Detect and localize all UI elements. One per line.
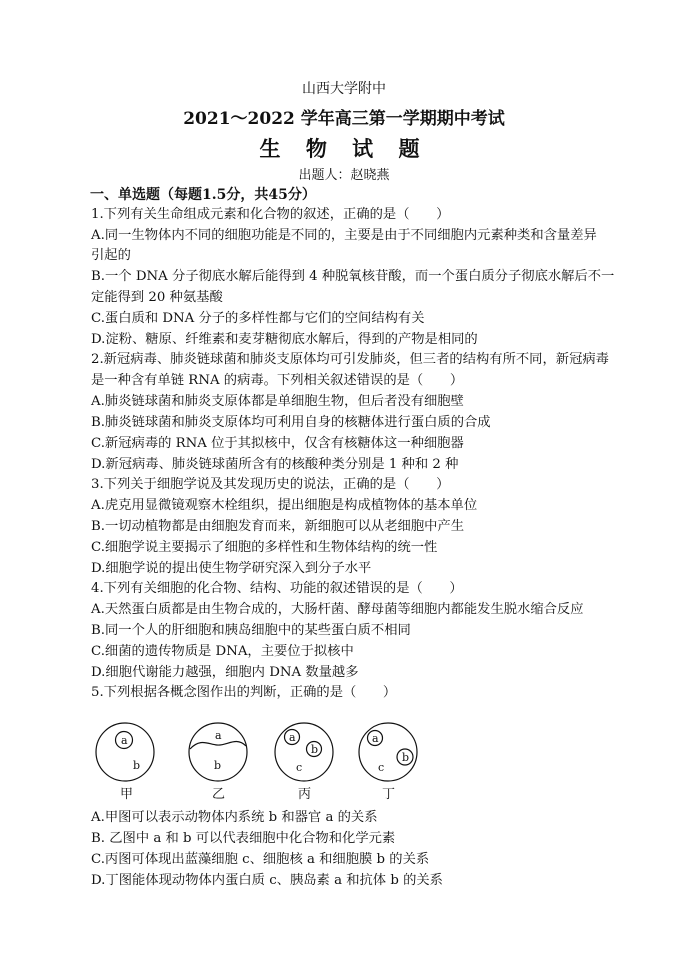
bing-outer-circle [275,723,333,781]
bing-label-c: c [296,761,303,774]
question-line: C.蛋白质和 DNA 分子的多样性都与它们的空间结构有关 [91,311,425,326]
question-line: D.细胞代谢能力越强，细胞内 DNA 数量越多 [91,665,359,680]
question-line: C.细胞学说主要揭示了细胞的多样性和生物体结构的统一性 [91,540,438,555]
question-line: B.肺炎链球菌和肺炎支原体均可利用自身的核糖体进行蛋白质的合成 [91,415,491,430]
question-line: 3.下列关于细胞学说及其发现历史的说法，正确的是（ ） [91,477,450,492]
ding-label-a: a [372,732,379,745]
ding-caption: 丁 [382,787,396,802]
question-line: D.淀粉、糖原、纤维素和麦芽糖彻底水解后，得到的产物是相同的 [91,332,478,347]
ding-label-b: b [402,751,410,764]
section-heading: 一、单选题（每题1.5分，共45分） [90,187,316,203]
question-line: 是一种含有单链 RNA 的病毒。下列相关叙述错误的是（ ） [91,373,464,388]
ding-label-c: c [378,761,385,774]
question-line: C.新冠病毒的 RNA 位于其拟核中，仅含有核糖体这一种细胞器 [91,436,464,451]
school-name: 山西大学附中 [302,81,386,97]
question-line: 定能得到 20 种氨基酸 [91,290,223,305]
jia-label-a: a [121,734,128,747]
concept-diagrams [90,716,430,814]
question-line: B.同一个人的肝细胞和胰岛细胞中的某些蛋白质不相同 [91,623,411,638]
question-line: A.虎克用显微镜观察木栓组织，提出细胞是构成植物体的基本单位 [91,498,478,513]
jia-caption: 甲 [120,787,134,802]
question-line: 2.新冠病毒、肺炎链球菌和肺炎支原体均可引发肺炎，但三者的结构有所不同，新冠病毒 [91,352,609,367]
question-line: D.细胞学说的提出使生物学研究深入到分子水平 [91,561,372,576]
yi-caption: 乙 [212,787,226,802]
yi-label-a: a [215,729,222,742]
author-line: 出题人：赵晓燕 [298,168,390,183]
question-line: 引起的 [91,248,131,263]
subject-title: 生 物 试 题 [259,136,429,161]
question-line: C.细菌的遗传物质是 DNA，主要位于拟核中 [91,644,354,659]
bing-caption: 丙 [298,787,312,802]
question-line: A.同一生物体内不同的细胞功能是不同的，主要是由于不同细胞内元素种类和含量差异 [91,228,597,243]
question-line: 5.下列根据各概念图作出的判断，正确的是（ ） [91,685,397,700]
question-line: A.天然蛋白质都是由生物合成的，大肠杆菌、酵母菌等细胞内都能发生脱水缩合反应 [91,602,584,617]
option-line: D.丁图能体现动物体内蛋白质 c、胰岛素 a 和抗体 b 的关系 [91,873,443,888]
yi-label-b: b [214,759,222,772]
option-line: A.甲图可以表示动物体内系统 b 和器官 a 的关系 [91,810,378,825]
bing-label-a: a [289,731,296,744]
question-line: A.肺炎链球菌和肺炎支原体都是单细胞生物，但后者没有细胞壁 [91,394,464,409]
option-line: B. 乙图中 a 和 b 可以代表细胞中化合物和化学元素 [91,831,396,846]
jia-label-b: b [133,759,141,772]
question-line: B.一个 DNA 分子彻底水解后能得到 4 种脱氧核苷酸，而一个蛋白质分子彻底水解后不一 [91,269,615,284]
exam-title: 2021～2022 学年高三第一学期期中考试 [183,109,505,129]
option-line: C.丙图可体现出蓝藻细胞 c、细胞核 a 和细胞膜 b 的关系 [91,852,430,867]
yi-divider-curve [190,742,246,749]
bing-label-b: b [311,743,319,756]
question-line: 4.下列有关细胞的化合物、结构、功能的叙述错误的是（ ） [91,581,463,596]
question-line: 1.下列有关生命组成元素和化合物的叙述，正确的是（ ） [91,207,450,222]
question-line: D.新冠病毒、肺炎链球菌所含有的核酸种类分别是 1 种和 2 种 [91,457,459,472]
question-line: B.一切动植物都是由细胞发育而来，新细胞可以从老细胞中产生 [91,519,465,534]
